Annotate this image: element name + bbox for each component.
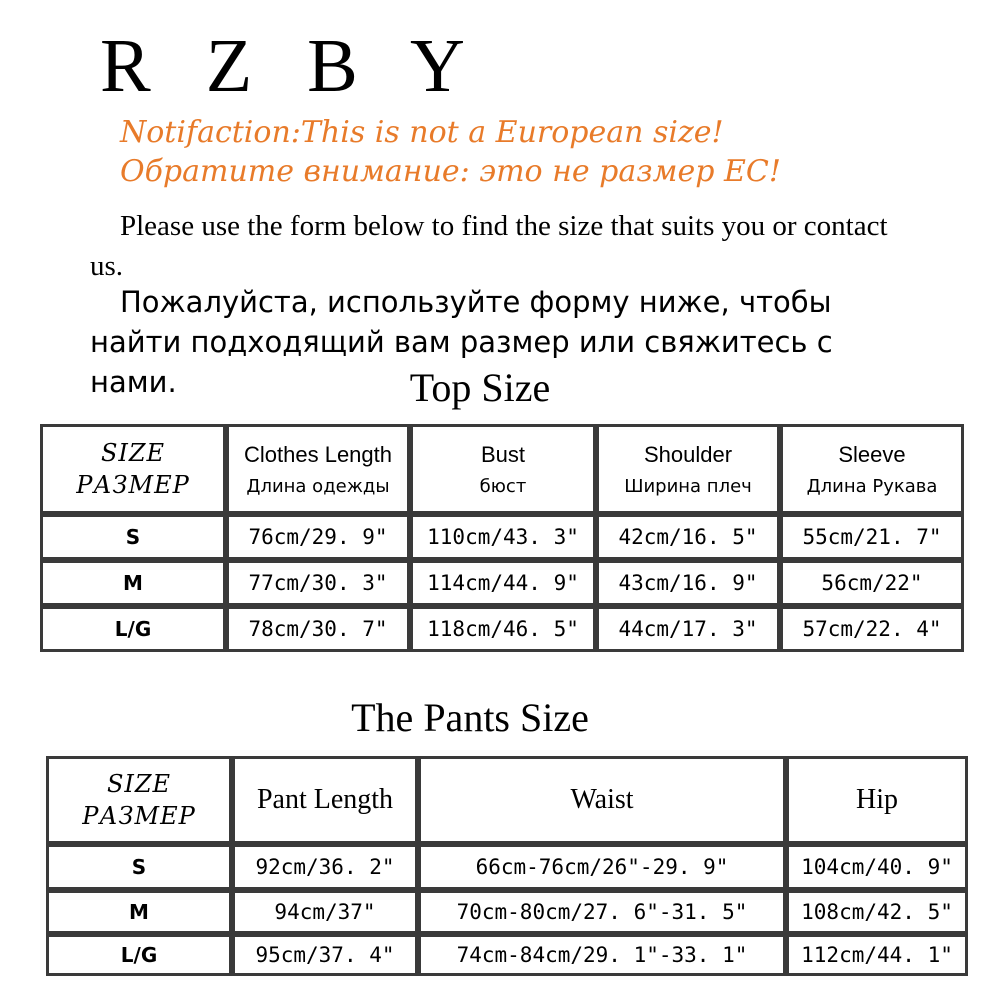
column-header-ru: Длина одежды: [246, 475, 390, 497]
waist-value: 70cm-80cm/27. 6"-31. 5": [418, 890, 786, 934]
intro-english: Please use the form below to find the size that suits you or contact us.: [90, 210, 888, 282]
pants-size-title: The Pants Size: [351, 695, 589, 740]
column-header-en: Sleeve: [838, 441, 906, 467]
size-header-ru: РАЗМЕР: [82, 802, 196, 830]
column-header-shoulder: [596, 424, 780, 514]
table-header-row: [46, 756, 968, 844]
clothes-length-value: 77cm/30. 3": [226, 560, 410, 606]
shoulder-value: 44cm/17. 3": [596, 606, 780, 652]
column-header-en: Shoulder: [643, 441, 733, 467]
hip-value: 104cm/40. 9": [786, 844, 968, 890]
table-row-lg: [40, 606, 964, 652]
table-row-s: [46, 844, 968, 890]
hip-value: 112cm/44. 1": [786, 934, 968, 976]
waist-value: 66cm-76cm/26"-29. 9": [418, 844, 786, 890]
size-label: S: [46, 844, 232, 890]
table-row-s: [40, 514, 964, 560]
column-header-sleeve: [780, 424, 964, 514]
size-label: M: [40, 560, 226, 606]
brand-logo: R Z B Y: [100, 24, 483, 108]
size-header-en: SIZE: [100, 439, 166, 467]
table-row-m: [46, 890, 968, 934]
column-header-ru: Длина Рукава: [806, 475, 938, 497]
size-label: L/G: [40, 606, 226, 652]
size-label: S: [40, 514, 226, 560]
clothes-length-value: 76cm/29. 9": [226, 514, 410, 560]
shoulder-value: 42cm/16. 5": [596, 514, 780, 560]
column-header-ru: Ширина плеч: [624, 475, 752, 497]
notice-russian: Обратите внимание: это не размер ЕС!: [120, 154, 781, 189]
column-header-waist: Waist: [418, 756, 786, 844]
column-header-en: Bust: [480, 441, 526, 467]
column-header-ru: бюст: [479, 475, 527, 497]
clothes-length-value: 78cm/30. 7": [226, 606, 410, 652]
sleeve-value: 55cm/21. 7": [780, 514, 964, 560]
column-header-clothes-length: [226, 424, 410, 514]
column-header-pant-length: Pant Length: [232, 756, 418, 844]
table-header-row: [40, 424, 964, 514]
pant-length-value: 95cm/37. 4": [232, 934, 418, 976]
shoulder-value: 43cm/16. 9": [596, 560, 780, 606]
column-header-bust: [410, 424, 596, 514]
size-header-en: SIZE: [106, 770, 172, 798]
size-header-cell: [40, 424, 226, 514]
table-row-lg: [46, 934, 968, 976]
table-row-m: [40, 560, 964, 606]
notice-english: Notifaction:This is not a European size!: [120, 115, 724, 150]
size-header-cell: [46, 756, 232, 844]
top-size-table: [40, 424, 964, 652]
pant-length-value: 92cm/36. 2": [232, 844, 418, 890]
bust-value: 114cm/44. 9": [410, 560, 596, 606]
sleeve-value: 57cm/22. 4": [780, 606, 964, 652]
size-header-ru: РАЗМЕР: [76, 471, 190, 499]
size-label: M: [46, 890, 232, 934]
pant-length-value: 94cm/37": [232, 890, 418, 934]
sleeve-value: 56cm/22": [780, 560, 964, 606]
waist-value: 74cm-84cm/29. 1"-33. 1": [418, 934, 786, 976]
column-header-en: Clothes Length: [244, 441, 392, 467]
top-size-title: Top Size: [409, 365, 551, 410]
hip-value: 108cm/42. 5": [786, 890, 968, 934]
column-header-hip: Hip: [786, 756, 968, 844]
intro-russian: Пожалуйста, используйте форму ниже, чтобы найти подходящий вам размер или свяжитесь с нами.: [90, 285, 833, 399]
size-label: L/G: [46, 934, 232, 976]
bust-value: 118cm/46. 5": [410, 606, 596, 652]
bust-value: 110cm/43. 3": [410, 514, 596, 560]
pants-size-table: [46, 756, 968, 976]
